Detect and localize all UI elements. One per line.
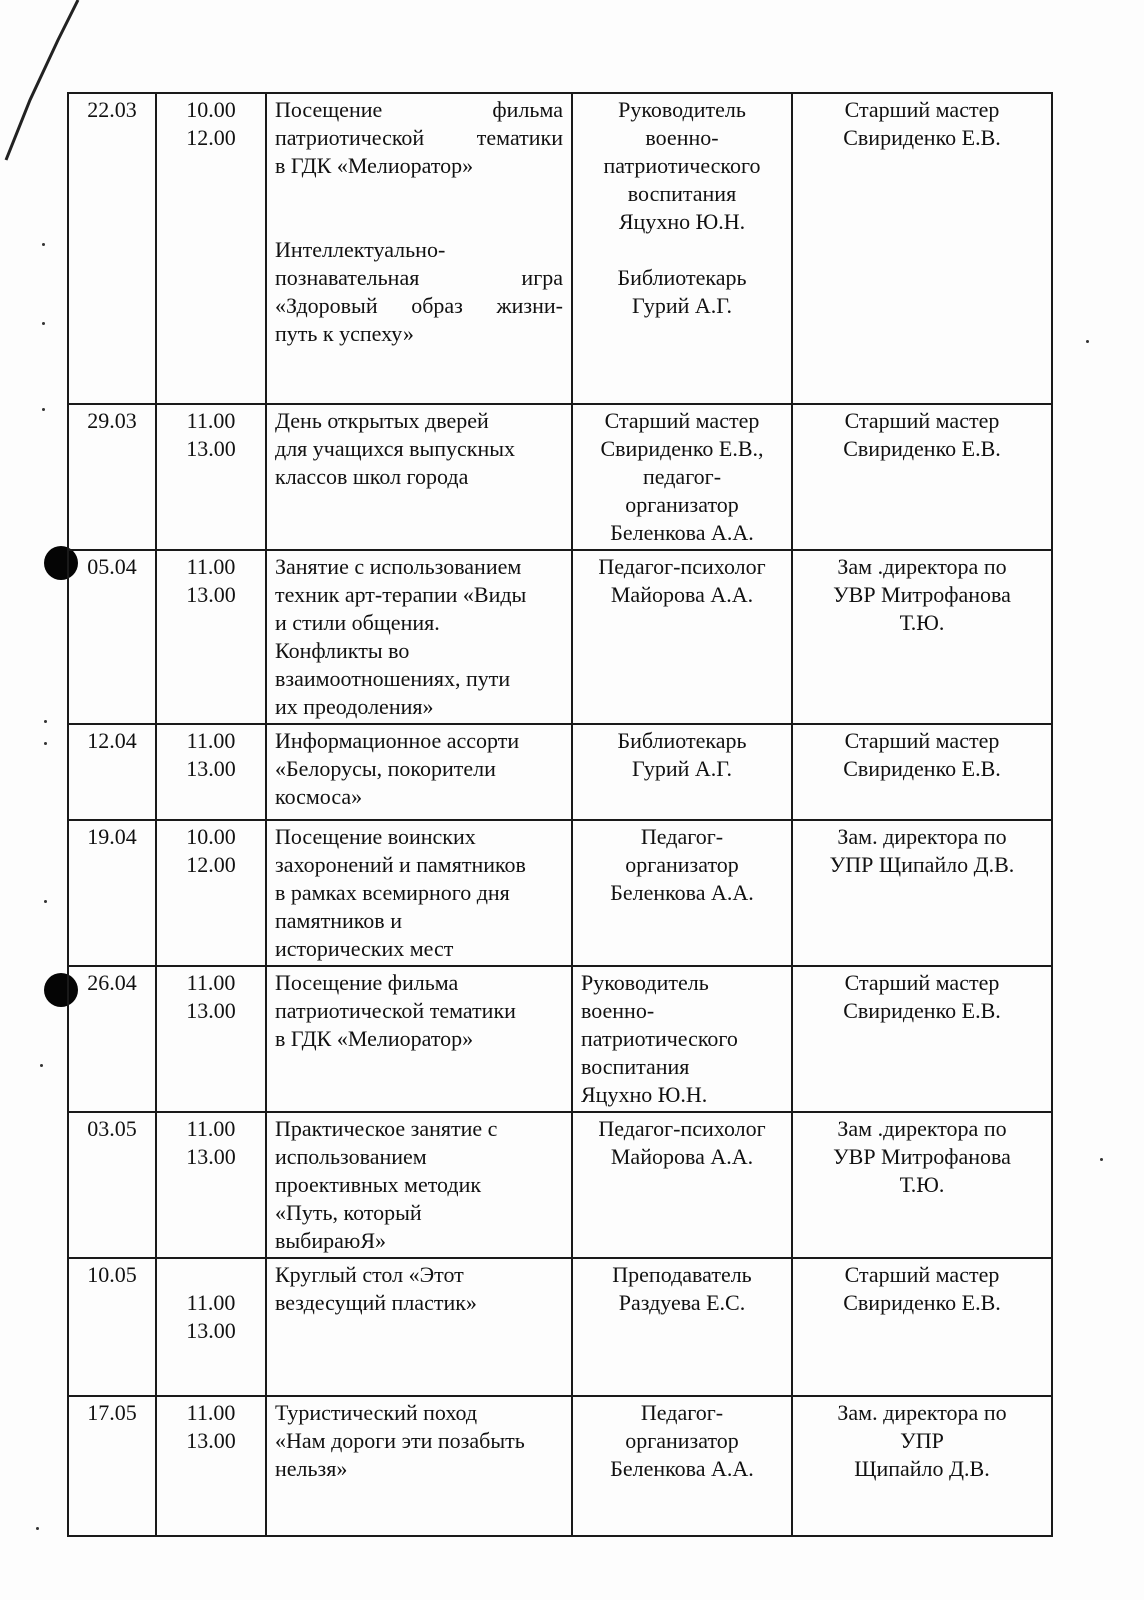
event-line: познавательная игра [275, 265, 563, 290]
event-line: День открытых дверей [275, 408, 489, 433]
supervisor-line: Зам. директора по [837, 1400, 1007, 1425]
event-supervisor [792, 1396, 1052, 1536]
time-text: 11.00 [186, 970, 236, 995]
supervisor-line: УПР [900, 1428, 944, 1453]
time-text [165, 1261, 257, 1289]
supervisor-line: Т.Ю. [899, 610, 945, 635]
responsible-line: военно- [645, 125, 719, 150]
event-line: проективных методик [275, 1172, 482, 1197]
responsible-line: Свириденко Е.В., [600, 436, 764, 461]
event-date [68, 404, 156, 550]
date-text: 19.04 [87, 824, 137, 849]
scan-speck [42, 408, 45, 411]
event-date [68, 1396, 156, 1536]
event-title [266, 550, 572, 724]
cell-spacer [275, 180, 563, 208]
time-text: 13.00 [186, 756, 236, 781]
event-title [266, 1112, 572, 1258]
time-text: 11.00 [186, 1116, 236, 1141]
event-line: Информационное ассорти [275, 728, 520, 753]
responsible-line: Преподаватель [612, 1262, 752, 1287]
event-time [156, 404, 266, 550]
time-text: 12.00 [186, 852, 236, 877]
event-responsible [572, 1258, 792, 1396]
event-responsible [572, 1396, 792, 1536]
scan-speck [42, 322, 45, 325]
supervisor-line: Старший мастер [844, 408, 1000, 433]
responsible-line: патриотического [603, 153, 761, 178]
event-time [156, 724, 266, 820]
event-responsible [572, 724, 792, 820]
responsible-line: Раздуева Е.С. [618, 1290, 746, 1315]
scan-speck [1086, 340, 1089, 343]
event-title [266, 966, 572, 1112]
supervisor-line: Старший мастер [844, 1262, 1000, 1287]
cell-spacer [581, 236, 783, 264]
scan-speck [1100, 1158, 1103, 1161]
event-time [156, 1258, 266, 1396]
date-text: 17.05 [87, 1400, 137, 1425]
supervisor-line: Старший мастер [844, 970, 1000, 995]
event-line: «Путь, который [275, 1200, 422, 1225]
event-supervisor [792, 550, 1052, 724]
supervisor-line: Свириденко Е.В. [843, 125, 1001, 150]
event-line: Занятие с использованием [275, 554, 522, 579]
event-line: космоса» [275, 784, 363, 809]
time-text: 13.00 [186, 436, 236, 461]
responsible-line: Беленкова А.А. [610, 520, 754, 545]
date-text: 05.04 [87, 554, 137, 579]
responsible-line: организатор [625, 1428, 739, 1453]
event-responsible [572, 550, 792, 724]
event-line: в рамках всемирного дня [275, 880, 510, 905]
responsible-line: Библиотекарь [617, 265, 747, 290]
time-text: 13.00 [186, 1318, 236, 1343]
event-line: нельзя» [275, 1456, 348, 1481]
event-line: в ГДК «Мелиоратор» [275, 153, 474, 178]
event-time [156, 1396, 266, 1536]
supervisor-line: Старший мастер [844, 97, 1000, 122]
event-line: патриотической тематики [275, 125, 563, 150]
event-date [68, 93, 156, 404]
time-text: 10.00 [186, 97, 236, 122]
event-supervisor [792, 404, 1052, 550]
responsible-line: патриотического [581, 1026, 738, 1051]
supervisor-line: Свириденко Е.В. [843, 1290, 1001, 1315]
responsible-line: Майорова А.А. [610, 1144, 754, 1169]
responsible-line: Майорова А.А. [610, 582, 754, 607]
supervisor-line: Старший мастер [844, 728, 1000, 753]
time-text: 11.00 [186, 408, 236, 433]
supervisor-line: Щипайло Д.В. [854, 1456, 990, 1481]
events-table [67, 92, 1053, 1537]
responsible-line: Педагог- [640, 824, 724, 849]
event-supervisor [792, 1112, 1052, 1258]
supervisor-line: УВР Митрофанова [833, 1144, 1011, 1169]
event-line: техник арт-терапии «Виды [275, 582, 527, 607]
date-text: 22.03 [87, 97, 137, 122]
responsible-line: военно- [581, 998, 655, 1023]
scan-speck [40, 1064, 43, 1067]
time-text: 13.00 [186, 998, 236, 1023]
event-line: Практическое занятие с [275, 1116, 498, 1141]
supervisor-line: Зам. директора по [837, 824, 1007, 849]
event-title [266, 724, 572, 820]
event-line: «Нам дороги эти позабыть [275, 1428, 525, 1453]
event-line: путь к успеху» [275, 321, 414, 346]
responsible-line: воспитания [627, 181, 737, 206]
event-line: Конфликты во [275, 638, 410, 663]
event-line: Посещение фильма [275, 97, 563, 122]
event-title [266, 1396, 572, 1536]
responsible-line: педагог- [642, 464, 722, 489]
event-supervisor [792, 966, 1052, 1112]
event-line: Туристический поход [275, 1400, 478, 1425]
date-text: 26.04 [87, 970, 137, 995]
time-text: 11.00 [186, 1400, 236, 1425]
event-line: для учащихся выпускных [275, 436, 516, 461]
supervisor-line: УВР Митрофанова [833, 582, 1011, 607]
date-text: 03.05 [87, 1116, 137, 1141]
event-date [68, 820, 156, 966]
time-text: 11.00 [186, 728, 236, 753]
event-responsible [572, 966, 792, 1112]
event-line: «Здоровый образ жизни- [275, 293, 563, 318]
scan-speck [42, 243, 45, 246]
scan-speck [36, 1527, 39, 1530]
responsible-line: Беленкова А.А. [610, 880, 754, 905]
time-text: 12.00 [186, 125, 236, 150]
event-responsible [572, 404, 792, 550]
event-line: взаимоотношениях, пути [275, 666, 511, 691]
event-line: вездесущий пластик» [275, 1290, 477, 1315]
responsible-line: Педагог-психолог [598, 1116, 766, 1141]
event-date [68, 1258, 156, 1396]
event-time [156, 93, 266, 404]
time-text: 13.00 [186, 1428, 236, 1453]
event-line: выбираюЯ» [275, 1228, 387, 1253]
time-text: 11.00 [186, 1290, 236, 1315]
event-line: использованием [275, 1144, 427, 1169]
event-supervisor [792, 724, 1052, 820]
event-line: и стили общения. [275, 610, 440, 635]
event-title [266, 93, 572, 404]
time-text: 10.00 [186, 824, 236, 849]
event-time [156, 820, 266, 966]
event-supervisor [792, 1258, 1052, 1396]
event-line: Посещение воинских [275, 824, 476, 849]
event-line: памятников и [275, 908, 402, 933]
event-line: в ГДК «Мелиоратор» [275, 1026, 474, 1051]
event-responsible [572, 820, 792, 966]
responsible-line: Педагог-психолог [598, 554, 766, 579]
responsible-line: Руководитель [581, 970, 709, 995]
date-text: 29.03 [87, 408, 137, 433]
responsible-line: Яцухно Ю.Н. [581, 1082, 708, 1107]
event-line: их преодоления» [275, 694, 434, 719]
event-line: исторических мест [275, 936, 454, 961]
responsible-line: Яцухно Ю.Н. [618, 209, 746, 234]
event-title [266, 404, 572, 550]
event-title [266, 820, 572, 966]
responsible-line: организатор [625, 492, 739, 517]
event-title [266, 1258, 572, 1396]
supervisor-line: Свириденко Е.В. [843, 756, 1001, 781]
supervisor-line: Свириденко Е.В. [843, 436, 1001, 461]
date-text: 10.05 [87, 1262, 137, 1287]
responsible-line: Беленкова А.А. [610, 1456, 754, 1481]
scan-speck [44, 900, 47, 903]
event-responsible [572, 1112, 792, 1258]
responsible-line: Старший мастер [604, 408, 760, 433]
time-text: 13.00 [186, 582, 236, 607]
supervisor-line: Т.Ю. [899, 1172, 945, 1197]
responsible-line: Гурий А.Г. [631, 756, 733, 781]
event-line: захоронений и памятников [275, 852, 526, 877]
event-date [68, 1112, 156, 1258]
supervisor-line: Свириденко Е.В. [843, 998, 1001, 1023]
time-text: 13.00 [186, 1144, 236, 1169]
supervisor-line: Зам .директора по [837, 554, 1007, 579]
date-text: 12.04 [87, 728, 137, 753]
supervisor-line: Зам .директора по [837, 1116, 1007, 1141]
event-line: Интеллектуально- [275, 237, 446, 262]
event-date [68, 966, 156, 1112]
event-line: Круглый стол «Этот [275, 1262, 464, 1287]
scan-speck [44, 742, 47, 745]
responsible-line: Руководитель [618, 97, 746, 122]
supervisor-line: УПР Щипайло Д.В. [829, 852, 1015, 877]
event-line: Посещение фильма [275, 970, 459, 995]
scan-speck [44, 720, 47, 723]
event-time [156, 966, 266, 1112]
responsible-line: Библиотекарь [617, 728, 747, 753]
event-date [68, 550, 156, 724]
cell-spacer [275, 208, 563, 236]
event-date [68, 724, 156, 820]
responsible-line: воспитания [581, 1054, 690, 1079]
event-line: патриотической тематики [275, 998, 516, 1023]
event-supervisor [792, 93, 1052, 404]
events-table-body [68, 93, 1052, 1536]
event-time [156, 1112, 266, 1258]
event-supervisor [792, 820, 1052, 966]
event-line: «Белорусы, покорители [275, 756, 496, 781]
time-text: 11.00 [186, 554, 236, 579]
responsible-line: организатор [625, 852, 739, 877]
event-time [156, 550, 266, 724]
event-line: классов школ города [275, 464, 469, 489]
responsible-line: Гурий А.Г. [631, 293, 733, 318]
responsible-line: Педагог- [640, 1400, 724, 1425]
event-responsible [572, 93, 792, 404]
